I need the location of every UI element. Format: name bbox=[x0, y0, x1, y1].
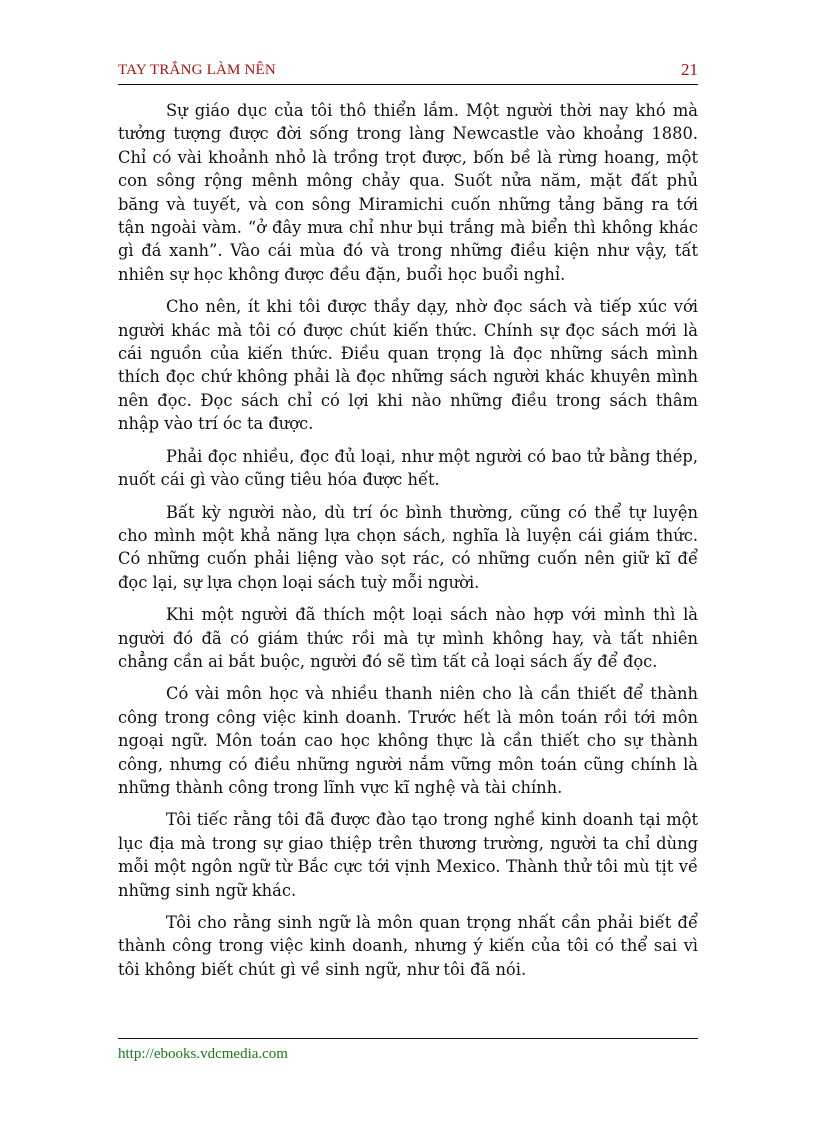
paragraph: Khi một người đã thích một loại sách nào hợp với mình thì là người đó đã có giám thức rồi mà tự mình không hay, và tất nhiên chẳng cần ai bắt buộc, người đó sẽ tìm tất cả loại sách ấy để đọc. bbox=[118, 605, 698, 671]
page-header bbox=[118, 60, 698, 85]
paragraph: Bất kỳ người nào, dù trí óc bình thường, cũng có thể tự luyện cho mình một khả năng lựa chọn sách, nghĩa là luyện cái giám thức. Có những cuốn phải liệng vào sọt rác, có những cuốn nên giữ kĩ để đọc lại, sự lựa chọn loại sách tuỳ mỗi người. bbox=[118, 502, 698, 592]
footer-url-link[interactable]: http://ebooks.vdcmedia.com bbox=[118, 1046, 288, 1062]
paragraph: Có vài môn học và nhiều thanh niên cho là cần thiết để thành công trong công việc kinh doanh. Trước hết là môn toán rồi tới môn ngoại ngữ. Môn toán cao học không thực là cần thiết cho sự thành công, nhưng có điều những người nắm vững môn toán cũng chính là những thành công trong lĩnh vực kĩ nghệ và tài chính. bbox=[118, 684, 698, 797]
paragraph: Phải đọc nhiều, đọc đủ loại, như một người có bao tử bằng thép, nuốt cái gì vào cũng tiêu hóa được hết. bbox=[118, 446, 698, 490]
paragraph: Tôi cho rằng sinh ngữ là môn quan trọng nhất cần phải biết để thành công trong việc kinh doanh, nhưng ý kiến của tôi có thể sai vì tôi không biết chút gì về sinh ngữ, như tôi đã nói. bbox=[118, 913, 698, 979]
page-footer bbox=[118, 1038, 698, 1063]
paragraph: Sự giáo dục của tôi thô thiển lắm. Một người thời nay khó mà tưởng tượng được đời sống trong làng Newcastle vào khoảng 1880. Chỉ có vài khoảnh nhỏ là trồng trọt được, bốn bề là rừng hoang, một con sông rộng mênh mông chảy qua. Suốt nửa năm, mặt đất phủ băng và tuyết, và con sông Miramichi cuốn những tảng băng ra tới tận ngoài vàm. “ở đây mưa chỉ như bụi trắng mà biển thì không khác gì đá xanh”. Vào cái mùa đó và trong những điều kiện như vậy, tất nhiên sự học không được đều đặn, buổi học buổi nghỉ. bbox=[118, 101, 698, 284]
book-title: TAY TRẮNG LÀM NÊN bbox=[118, 62, 276, 78]
page-number: 21 bbox=[681, 60, 698, 79]
paragraph: Tôi tiếc rằng tôi đã được đào tạo trong nghề kinh doanh tại một lục địa mà trong sự giao thiệp trên thương trường, người ta chỉ dùng mỗi một ngôn ngữ từ Bắc cực tới vịnh Mexico. Thành thử tôi mù tịt về những sinh ngữ khác. bbox=[118, 810, 698, 900]
body-text bbox=[118, 99, 698, 990]
paragraph: Cho nên, ít khi tôi được thầy dạy, nhờ đọc sách và tiếp xúc với người khác mà tôi có được chút kiến thức. Chính sự đọc sách mới là cái nguồn của kiến thức. Điều quan trọng là đọc những sách mình thích đọc chứ không phải là đọc những sách người khác khuyên mình nên đọc. Đọc sách chỉ có lợi khi nào những điều trong sách thâm nhập vào trí óc ta được. bbox=[118, 297, 698, 434]
